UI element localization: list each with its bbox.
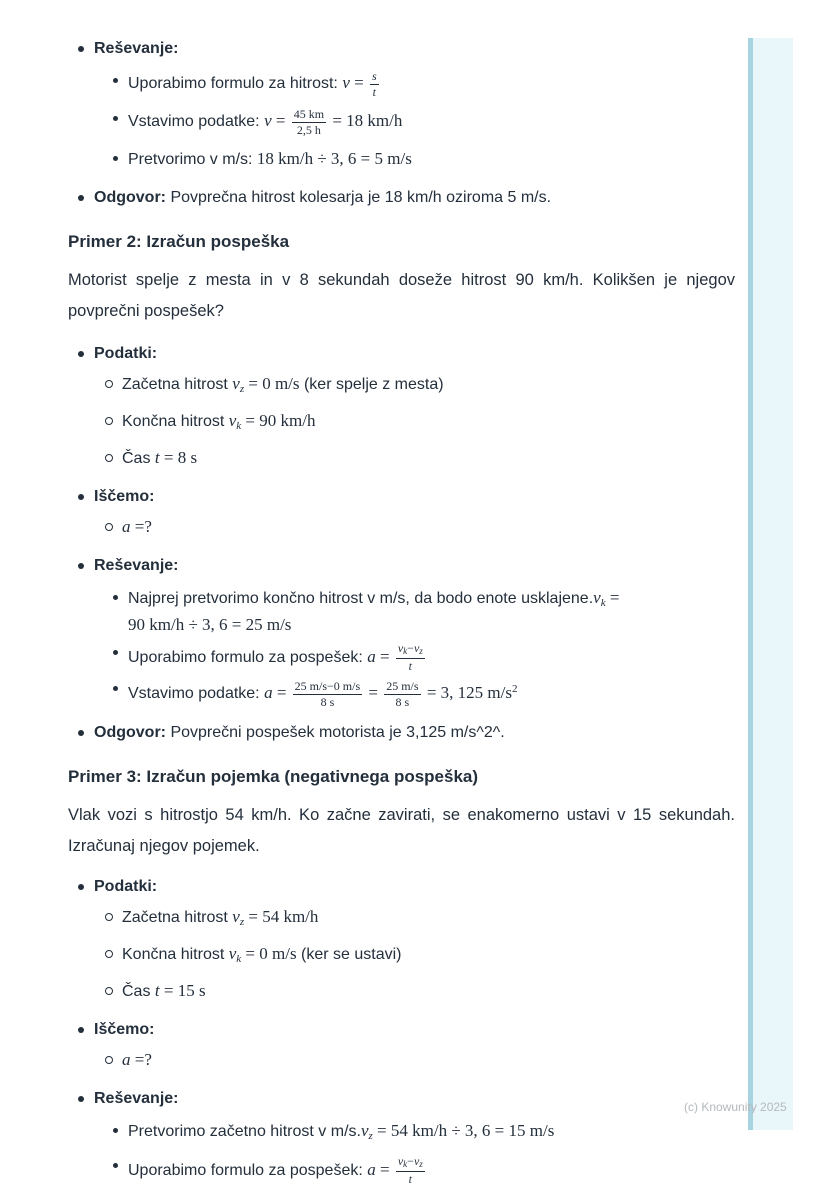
bullet-dot-icon [113, 686, 118, 691]
fraction [396, 642, 425, 672]
formula: vz = 54 km/h [232, 907, 319, 928]
data-item [68, 906, 735, 933]
data-text: Čas [122, 450, 155, 467]
step-item [68, 642, 735, 672]
data-text: Čas [122, 983, 155, 1000]
data-item [68, 410, 735, 437]
fraction-denominator: 2,5 h [296, 123, 321, 137]
fraction [293, 680, 362, 708]
bullet-dot-icon [78, 1096, 84, 1102]
fraction-denominator: 8 s [320, 695, 335, 709]
bullet-dot-icon [78, 730, 84, 736]
answer-label: Odgovor: [94, 724, 166, 741]
section-heading-primer-2: Primer 2: Izračun pospeška [68, 232, 290, 251]
fraction-numerator: 25 m/s−0 m/s [294, 679, 361, 693]
list-item-iscemo-2 [68, 486, 735, 508]
superscript: 2 [511, 683, 518, 695]
formula: a = $\frac{vk-vz}{t}$ [367, 641, 423, 673]
formula: v = $\frac{45 km}{2,5 h}$ = 18 km/h [264, 107, 403, 137]
data-text: Končna hitrost [122, 413, 229, 430]
step-text: Uporabimo formulo za hitrost: [128, 75, 343, 92]
formula: vk = 90 km/h [228, 411, 316, 432]
formula: 18 km/h ÷ 3, 6 = 5 m/s [256, 149, 412, 168]
step-text: Vstavimo podatke: [128, 113, 265, 130]
step-item [68, 108, 735, 136]
list-label: Reševanje: [94, 557, 179, 574]
data-text: Končna hitrost [122, 946, 229, 963]
formula: t = 15 s [154, 981, 206, 1000]
page-highlight-bar [748, 38, 793, 1130]
formula: t = 8 s [154, 448, 198, 467]
formula: v = $\frac{s}{t}$ [342, 69, 377, 99]
fraction [370, 70, 379, 98]
bullet-dot-icon [113, 156, 118, 161]
data-note: (ker spelje z mesta) [299, 376, 444, 393]
bullet-dot-icon [78, 884, 84, 890]
bullet-circle-icon [105, 987, 113, 995]
formula: a =? [122, 1050, 152, 1069]
list-label: Iščemo: [94, 488, 155, 505]
subscript: z [368, 1130, 373, 1142]
subscript: z [419, 1159, 423, 1169]
fraction [384, 680, 420, 708]
fraction-numerator: 45 km [293, 107, 325, 121]
fraction-denominator: t [372, 85, 376, 99]
formula: vz = 54 km/h ÷ 3, 6 = 15 m/s [360, 1121, 555, 1142]
fraction-numerator: s [371, 69, 377, 83]
answer-text: Povprečni pospešek motorista je 3,125 m/s^2^. [166, 724, 505, 741]
formula: a =? [122, 517, 152, 536]
bullet-dot-icon [113, 116, 118, 121]
list-label: Podatki: [94, 878, 158, 895]
bullet-dot-icon [78, 195, 84, 201]
bullet-dot-icon [78, 351, 84, 357]
answer-label: Odgovor: [94, 189, 166, 206]
formula: a = $\frac{25 m/s-0 m/s}{8 s}$ = $\frac{25 m/s}{8 s}$ = 3, 125 $m/s^2$ [264, 679, 518, 709]
data-item [68, 943, 735, 970]
bullet-circle-icon [105, 417, 113, 425]
bullet-dot-icon [113, 595, 118, 600]
watermark-text: (c) Knowunity 2025 [684, 1100, 787, 1114]
fraction-numerator: vk−vz [396, 642, 425, 659]
question-item [68, 1049, 735, 1072]
data-item [68, 373, 735, 400]
formula: vk = 0 m/s [228, 944, 297, 965]
list-label: Reševanje: [94, 1090, 179, 1107]
data-note: (ker se ustavi) [296, 946, 402, 963]
bullet-dot-icon [113, 78, 118, 83]
list-item-resevanje-2 [68, 555, 735, 577]
list-item-resevanje-3 [68, 1088, 735, 1110]
data-item [68, 447, 735, 470]
answer-text: Povprečna hitrost kolesarja je 18 km/h oziroma 5 m/s. [166, 189, 552, 206]
fraction-denominator: t [408, 1172, 412, 1186]
fraction-denominator: t [408, 659, 412, 673]
bullet-dot-icon [78, 494, 84, 500]
formula-line-2: 90 km/h ÷ 3, 6 = 25 m/s [128, 615, 292, 634]
data-text: Začetna hitrost [122, 909, 233, 926]
list-label: Iščemo: [94, 1021, 155, 1038]
bullet-circle-icon [105, 913, 113, 921]
step-item [68, 678, 735, 708]
bullet-dot-icon [78, 563, 84, 569]
fraction [292, 108, 326, 136]
step-text: Uporabimo formulo za pospešek: [128, 1162, 368, 1179]
formula: vk = [593, 588, 620, 609]
bullet-dot-icon [113, 1128, 118, 1133]
bullet-dot-icon [113, 1163, 118, 1168]
intro-paragraph: Vlak vozi s hitrostjo 54 km/h. Ko začne zavirati, se enakomerno ustavi v 15 sekundah. Izračunaj njegov pojemek. [68, 806, 735, 855]
subscript: k [403, 646, 408, 656]
subscript: z [239, 916, 245, 928]
fraction [396, 1155, 425, 1185]
step-item [68, 587, 735, 636]
bullet-circle-icon [105, 454, 113, 462]
data-item [68, 980, 735, 1003]
step-text: Uporabimo formulo za pospešek: [128, 649, 368, 666]
step-text: Pretvorimo v m/s: [128, 151, 257, 168]
bullet-dot-icon [113, 650, 118, 655]
list-label: Reševanje: [94, 40, 179, 57]
step-item [68, 1155, 735, 1185]
formula: vz = 0 m/s [232, 374, 300, 395]
section-heading-primer-3: Primer 3: Izračun pojemka (negativnega pospeška) [68, 767, 479, 786]
bullet-dot-icon [78, 1027, 84, 1033]
fraction-numerator: 25 m/s [386, 679, 419, 693]
intro-paragraph: Motorist spelje z mesta in v 8 sekundah doseže hitrost 90 km/h. Kolikšen je njegov povprečni pospešek? [68, 271, 735, 320]
fraction-numerator: vk−vz [396, 1155, 425, 1172]
subscript: k [600, 597, 606, 609]
list-item-iscemo-3 [68, 1019, 735, 1041]
step-item [68, 70, 735, 98]
step-text: Pretvorimo začetno hitrost v m/s. [128, 1123, 361, 1140]
list-item-odgovor-2 [68, 722, 735, 744]
data-text: Začetna hitrost [122, 376, 233, 393]
fraction-denominator: 8 s [395, 695, 410, 709]
subscript: z [419, 646, 423, 656]
bullet-dot-icon [78, 46, 84, 52]
formula: a = $\frac{vk-vz}{t}$ [367, 1154, 423, 1186]
subscript: k [403, 1159, 408, 1169]
list-label: Podatki: [94, 345, 158, 362]
list-item-resevanje-1 [68, 38, 735, 60]
subscript: k [236, 953, 242, 965]
step-text: Najprej pretvorimo končno hitrost v m/s, da bodo enote usklajene. [128, 590, 594, 607]
list-item-podatki-3 [68, 876, 735, 898]
step-item [68, 1120, 735, 1147]
step-text: Vstavimo podatke: [128, 685, 265, 702]
subscript: z [239, 383, 245, 395]
step-item [68, 148, 735, 171]
bullet-circle-icon [105, 523, 113, 531]
list-item-odgovor-1 [68, 187, 735, 209]
bullet-circle-icon [105, 1056, 113, 1064]
question-item [68, 516, 735, 539]
page-content [68, 38, 735, 1185]
bullet-circle-icon [105, 950, 113, 958]
subscript: k [236, 420, 242, 432]
list-item-podatki-2 [68, 343, 735, 365]
bullet-circle-icon [105, 380, 113, 388]
